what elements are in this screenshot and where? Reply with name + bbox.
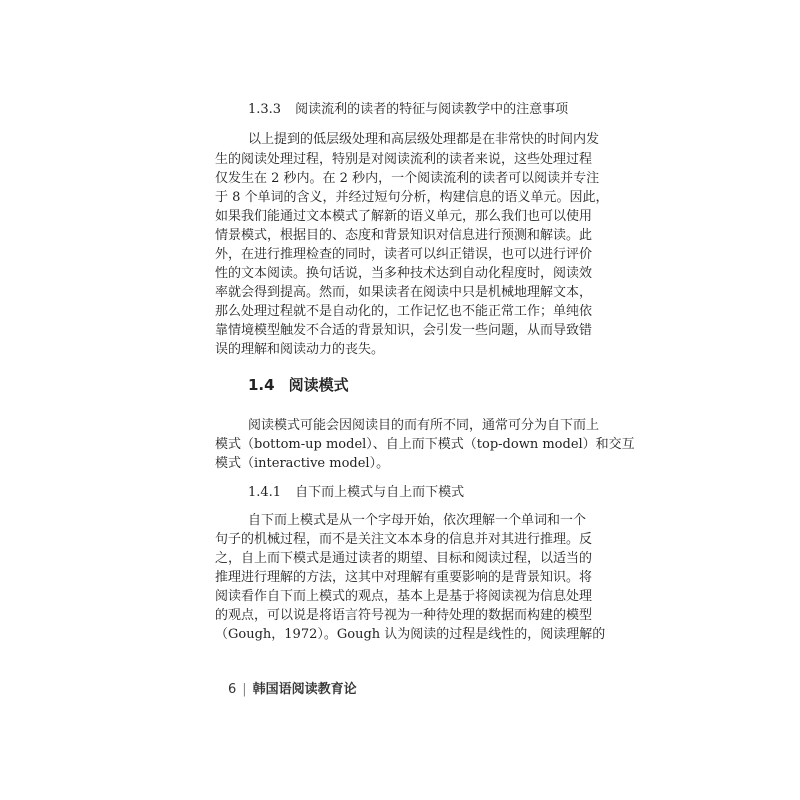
section-number: 1.4: [248, 376, 275, 394]
paragraph-line: 阅读看作自下而上模式的观点，基本上是基于将阅读视为信息处理: [215, 589, 593, 604]
paragraph-line: 仅发生在 2 秒内。在 2 秒内，一个阅读流利的读者可以阅读并专注: [215, 171, 600, 186]
page-footer: [228, 680, 357, 700]
paragraph-line: 模式（interactive model）。: [215, 456, 390, 471]
section-title: 自下而上模式与自上而下模式: [295, 485, 465, 500]
section-number: 1.3.3: [248, 102, 282, 117]
section-number: 1.4.1: [248, 485, 282, 500]
section-title: 阅读模式: [288, 376, 349, 394]
section-heading-1-4-1: [248, 483, 464, 503]
paragraph-line: 模式（bottom-up model）、自上而下模式（top-down model）和交互: [215, 437, 635, 452]
paragraph-line: 之，自上而下模式是通过读者的期望、目标和阅读过程，以适当的: [215, 551, 593, 566]
paragraph-line: 阅读模式可能会因阅读目的而有所不同，通常可分为自下而上: [248, 418, 600, 433]
section-title: 阅读流利的读者的特征与阅读教学中的注意事项: [295, 102, 569, 117]
paragraph-line: 句子的机械过程，而不是关注文本本身的信息并对其进行推理。反: [215, 532, 593, 547]
book-title: 韩国语阅读教育论: [252, 682, 357, 697]
paragraph-line: 情景模式，根据目的、态度和背景知识对信息进行预测和解读。此: [215, 228, 593, 243]
page-number: 6: [228, 682, 237, 697]
paragraph-line: 率就会得到提高。然而，如果读者在阅读中只是机械地理解文本，: [215, 285, 593, 300]
paragraph-line: 的观点，可以说是将语言符号视为一种待处理的数据而构建的模型: [215, 608, 593, 623]
paragraph-line: 那么处理过程就不是自动化的，工作记忆也不能正常工作；单纯依: [215, 304, 593, 319]
section-heading-1-4: [248, 374, 349, 396]
paragraph-line: （Gough，1972）。Gough 认为阅读的过程是线性的，阅读理解的: [215, 627, 606, 642]
paragraph-line: 性的文本阅读。换句话说，当多种技术达到自动化程度时，阅读效: [215, 266, 593, 281]
paragraph-line: 推理进行理解的方法，这其中对理解有重要影响的是背景知识。将: [215, 570, 593, 585]
paragraph-line: 自下而上模式是从一个字母开始，依次理解一个单词和一个: [248, 513, 587, 528]
paragraph-line: 外，在进行推理检查的同时，读者可以纠正错误，也可以进行评价: [215, 247, 593, 262]
paragraph-line: 于 8 个单词的含义，并经过短句分析，构建信息的语义单元。因此，: [215, 190, 609, 205]
footer-separator: |: [242, 682, 247, 697]
paragraph-line: 如果我们能通过文本模式了解新的语义单元，那么我们也可以使用: [215, 209, 593, 224]
section-heading-1-3-3: [248, 100, 568, 120]
paragraph-line: 靠情境模型触发不合适的背景知识，会引发一些问题，从而导致错: [215, 323, 593, 338]
paragraph-line: 误的理解和阅读动力的丧失。: [215, 342, 385, 357]
paragraph-line: 生的阅读处理过程，特别是对阅读流利的读者来说，这些处理过程: [215, 152, 593, 167]
paragraph-line: 以上提到的低层级处理和高层级处理都是在非常快的时间内发: [248, 132, 600, 147]
